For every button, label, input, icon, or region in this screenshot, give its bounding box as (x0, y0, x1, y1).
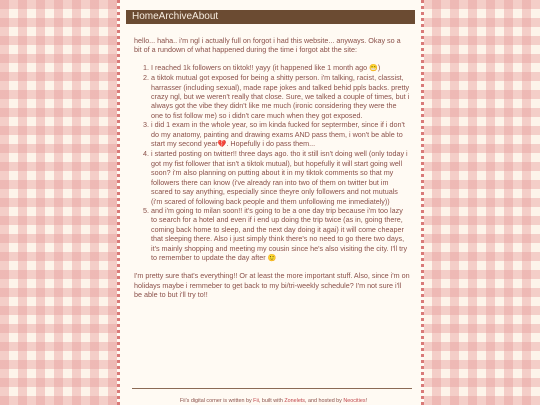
broken-heart-emoji-icon: 💔 (217, 141, 227, 149)
list-item: 3. i did 1 exam in the whole year, so im kinda fucked for septermber, since if i don't do my anatomy, painting and drawing exams AND pass them, i won't be able to start my second year💔. Hopefully i do pass them... (151, 120, 410, 149)
site-footer: Fii's digital corner is written by Fii, built with Zonelets, and hosted by Neocities! (179, 398, 368, 404)
footer-divider (132, 388, 412, 389)
post-list (134, 63, 410, 264)
zonelets-link[interactable]: Zonelets (284, 398, 306, 404)
list-item: 5. and i'm going to milan soon!! it's going to be a one day trip because i'm too lazy to search for a hotel and even if i end up doing the trip twice (as in, going there, coming back home to sleep, and the next day doing it agai) it will come cheaper that sleeping there. Also i just simply think there's no need to go there two days, it's mainly shopping and meeting my cousin since he's also visiting the city. I'll try to remember to update the day after 🙂 (151, 206, 410, 263)
page-column (117, 0, 424, 405)
post-outro: I'm pretty sure that's everything!! Or at least the more important stuff. Also, since i'm on holidays maybe i remmeber to get back to my bi/tri-weekly schedule? I'm not sure i'll be able to but i'll try to!! (134, 271, 410, 300)
list-item: 2. a tiktok mutual got exposed for being a shitty person. i'm talking, racist, classist, harrasser (including sexual), made rape jokes and talked behid ppls backs. pretty crazy ngl, but we weren't really that close. Sure, we talked a couple of times, but i always got the vibe they didn't like me much (ironic considering they were the one to fist follow me) so i didn't care much when they got exposed. (151, 73, 410, 120)
author-link[interactable]: Fii (253, 398, 259, 404)
list-item: 1. I reached 1k followers on tiktok!! yayy (it happened like 1 month ago 😁) (151, 63, 410, 73)
nav-links[interactable]: HomeArchiveAbout (132, 11, 219, 22)
smile-emoji-icon: 🙂 (267, 254, 277, 262)
post-intro: hello... haha.. i'm ngl i actually full on forgot i had this website... anyways. Okay so a bit of a rundown of what happened during the time i forgot abt the site: (134, 36, 401, 55)
post-content (134, 36, 410, 300)
neocities-link[interactable]: Neocities (343, 398, 366, 404)
navbar[interactable] (126, 10, 415, 24)
grin-emoji-icon: 😁 (369, 64, 378, 72)
list-item: 4. i started posting on twitter!! three days ago. tho it still isn't doing well (only today i got my fist follower that isn't a tiktok mutual), but hopefully it will start going well soon? i'm also planning on putting about it in my tiktok comments so that my followers there can know (i've already ran into two of them on twitter but im scared to say anything, especially since theyre only followers and not mutuals (i'm scared of following back people and them unfollowing me inmediately)) (151, 149, 410, 205)
